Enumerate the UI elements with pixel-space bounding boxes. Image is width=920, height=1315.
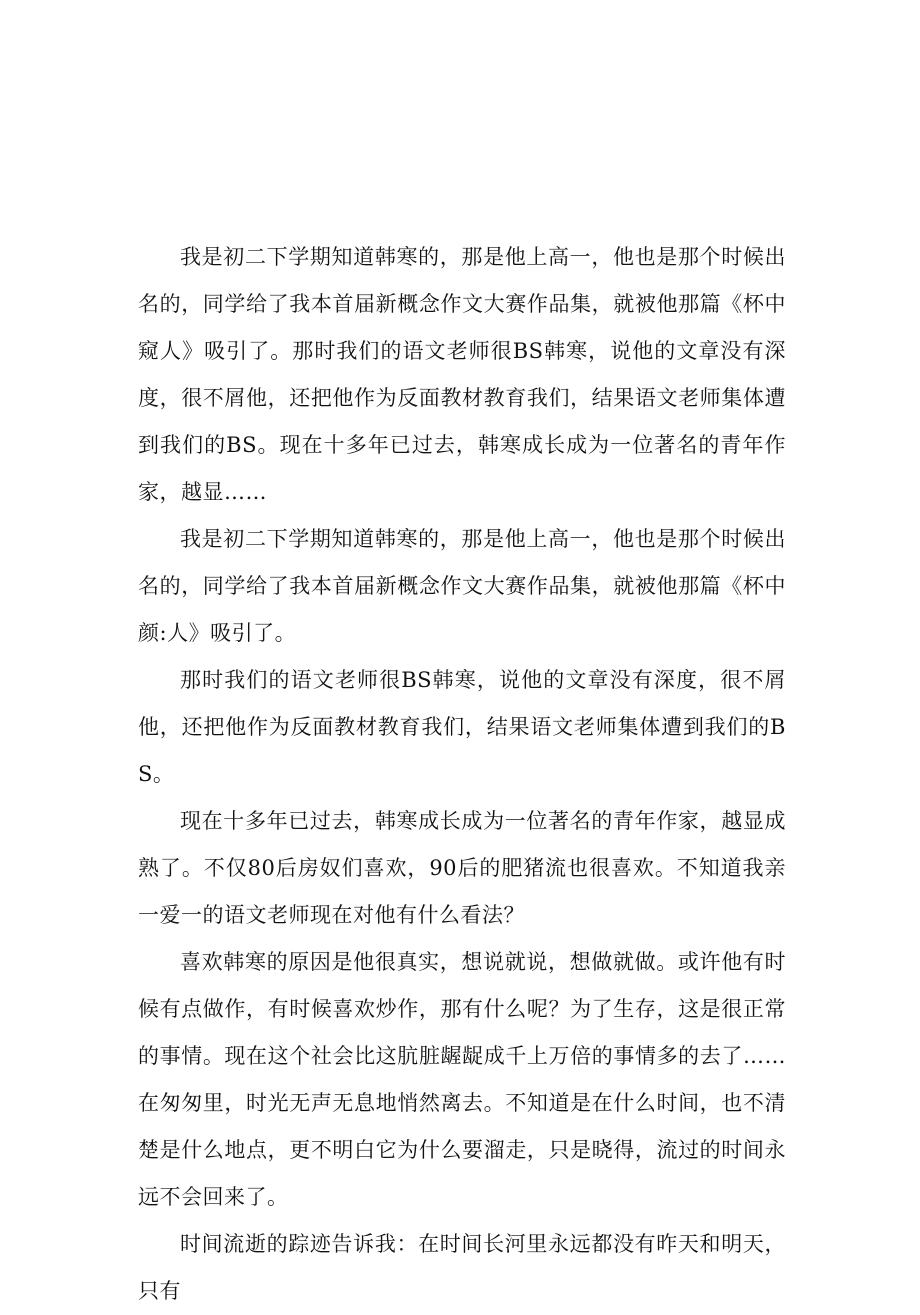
paragraph-3: 那时我们的语文老师很BS韩寒，说他的文章没有深度，很不屑他，还把他作为反面教材教育我们，结果语文老师集体遭到我们的BS。: [138, 668, 786, 786]
article-body: [138, 234, 786, 1315]
paragraph-6: 时间流逝的踪迹告诉我：在时间长河里永远都没有昨天和明天，只有: [138, 1232, 786, 1303]
paragraph-1: 我是初二下学期知道韩寒的，那是他上高一，他也是那个时候出名的，同学给了我本首届新概念作文大赛作品集，就被他那篇《杯中窥人》吸引了。那时我们的语文老师很BS韩寒，说他的文章没有深度，很不屑他，还把他作为反面教材教育我们，结果语文老师集体遭到我们的BS。现在十多年已过去，韩寒成长成为一位著名的青年作家，越显……: [138, 245, 786, 504]
paragraph-5: 喜欢韩寒的原因是他很真实，想说就说，想做就做。或许他有时候有点做作，有时候喜欢炒作，那有什么呢？为了生存，这是很正常的事情。现在这个社会比这肮脏龌龊成千上万倍的事情多的去了……在匆匆里，时光无声无息地悄然离去。不知道是在什么时间，也不清楚是什么地点，更不明白它为什么要溜走，只是晓得，流过的时间永远不会回来了。: [138, 950, 786, 1209]
paragraph-4: 现在十多年已过去，韩寒成长成为一位著名的青年作家，越显成熟了。不仅80后房奴们喜欢，90后的肥猪流也很喜欢。不知道我亲一爱一的语文老师现在对他有什么看法？: [138, 809, 786, 927]
paragraph-2: 我是初二下学期知道韩寒的，那是他上高一，他也是那个时候出名的，同学给了我本首届新概念作文大赛作品集，就被他那篇《杯中颜:人》吸引了。: [138, 527, 786, 645]
